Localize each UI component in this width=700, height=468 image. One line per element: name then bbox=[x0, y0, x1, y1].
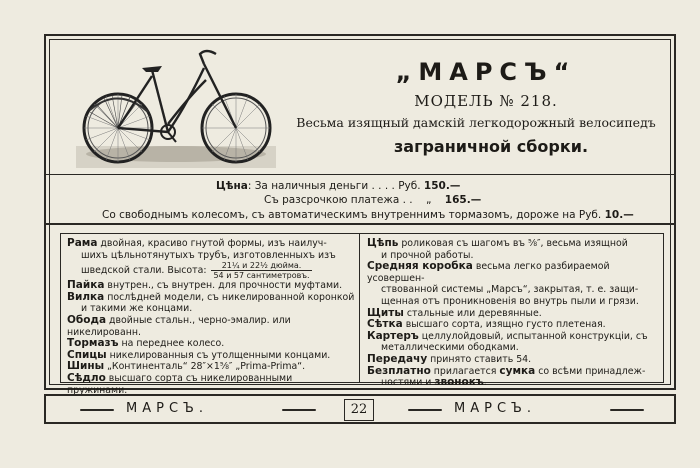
spec-guards: Щиты стальные или деревянные. bbox=[367, 306, 542, 319]
header-section bbox=[46, 36, 674, 175]
model-number: МОДЕЛЬ № 218. bbox=[414, 92, 558, 110]
spec-spokes: Спицы никелированныя съ утолщенными концами. bbox=[67, 348, 331, 361]
catalog-frame bbox=[44, 34, 676, 396]
ornament-dash bbox=[282, 409, 316, 411]
ornament-dash bbox=[610, 409, 644, 411]
price-installment-value: 165.— bbox=[444, 194, 482, 206]
ornament-dash bbox=[80, 409, 114, 411]
price-label: Цѣна bbox=[216, 180, 248, 192]
price-cash-value: 150.— bbox=[423, 180, 461, 192]
page-number: 22 bbox=[344, 399, 374, 421]
price-installment-mark: „ bbox=[425, 194, 432, 206]
price-freewheel-value: 10.— bbox=[604, 209, 634, 221]
price-section bbox=[46, 175, 674, 225]
height-fraction: $\frac{\text{21¼ и 22½ дюйма.}}{\text{54 и 57 сантиметровъ.}}$ bbox=[213, 261, 310, 281]
ornament-dash bbox=[408, 409, 442, 411]
spec-gear: Передачу принято ставить 54. bbox=[367, 352, 532, 365]
spec-free-accessories: Безплатно прилагается сумка со всѣми принадлеж- ностями и звонокъ. bbox=[367, 364, 646, 389]
assembly-note: заграничной сборки. bbox=[393, 137, 589, 156]
price-freewheel-row bbox=[102, 209, 634, 221]
footer-brand-right: МАРСЪ. bbox=[454, 401, 536, 416]
spec-frame-height: шведской стали. Высота: $\frac{\text{21¼ и 22½ дюйма.}}{\text{54 и 57 сантиметровъ.}}$ bbox=[81, 261, 310, 281]
price-cash-row bbox=[216, 180, 460, 192]
spec-net: Сѣтка высшаго сорта, изящно густо плетеная. bbox=[367, 318, 606, 331]
specs-left-column bbox=[67, 238, 355, 396]
price-installment-text: Съ разсрочкою платежа . . bbox=[264, 194, 413, 206]
model-description: Весьма изящный дамскій легкодорожный велосипедъ bbox=[296, 115, 656, 130]
spec-chain: Цѣпь роликовая съ шагомъ въ ⅝″, весьма изящной и прочной работы. bbox=[367, 237, 628, 261]
footer-brand-left: МАРСЪ. bbox=[126, 401, 208, 416]
spec-fork: Вилка послѣдней модели, съ никелированной коронкой и такими же концами. bbox=[67, 290, 355, 315]
spec-chaincase: Картеръ целлулойдовый, испытанной конструкціи, съ металлическими ободками. bbox=[367, 329, 648, 354]
page-footer bbox=[44, 394, 676, 424]
price-freewheel-text: Со свободнымъ колесомъ, съ автоматическимъ внутреннимъ тормазомъ, дороже на Руб. bbox=[102, 209, 602, 221]
specifications-box bbox=[60, 233, 664, 396]
spec-rims: Обода двойные стальн., черно-эмалир. или никелированн. bbox=[67, 313, 291, 338]
spec-brake: Тормазъ на переднее колесо. bbox=[67, 337, 225, 350]
specs-right-column bbox=[367, 238, 655, 389]
spec-saddle: Сѣдло высшаго сорта съ никелированными пружинами. bbox=[67, 371, 293, 396]
price-installment-row bbox=[264, 194, 481, 206]
spec-soldering: Пайка внутрен., съ внутрен. для прочности муфтами. bbox=[67, 279, 343, 292]
column-divider bbox=[359, 234, 360, 382]
brand-title: „МАРСЪ“ bbox=[395, 58, 577, 86]
spec-bottom-bracket: Средняя коробка весьма легко разбираемой усовершен- ствованной системы „Марсъ“, закрытая, т. е. защи- щенная отъ проникновенія во внутрь пыли и грязи. bbox=[367, 260, 639, 307]
spec-tires: Шины „Континенталь“ 28″×1⅝″ „Prima-Prima“. bbox=[67, 360, 306, 373]
price-cash-text: : За наличныя деньги . . . . Руб. bbox=[247, 180, 421, 192]
spec-frame: Рама двойная, красиво гнутой формы, изъ наилуч- шихъ цѣльнотянутыхъ трубъ, изготовленныхъ изъ bbox=[67, 237, 336, 261]
bicycle-illustration bbox=[76, 46, 276, 168]
